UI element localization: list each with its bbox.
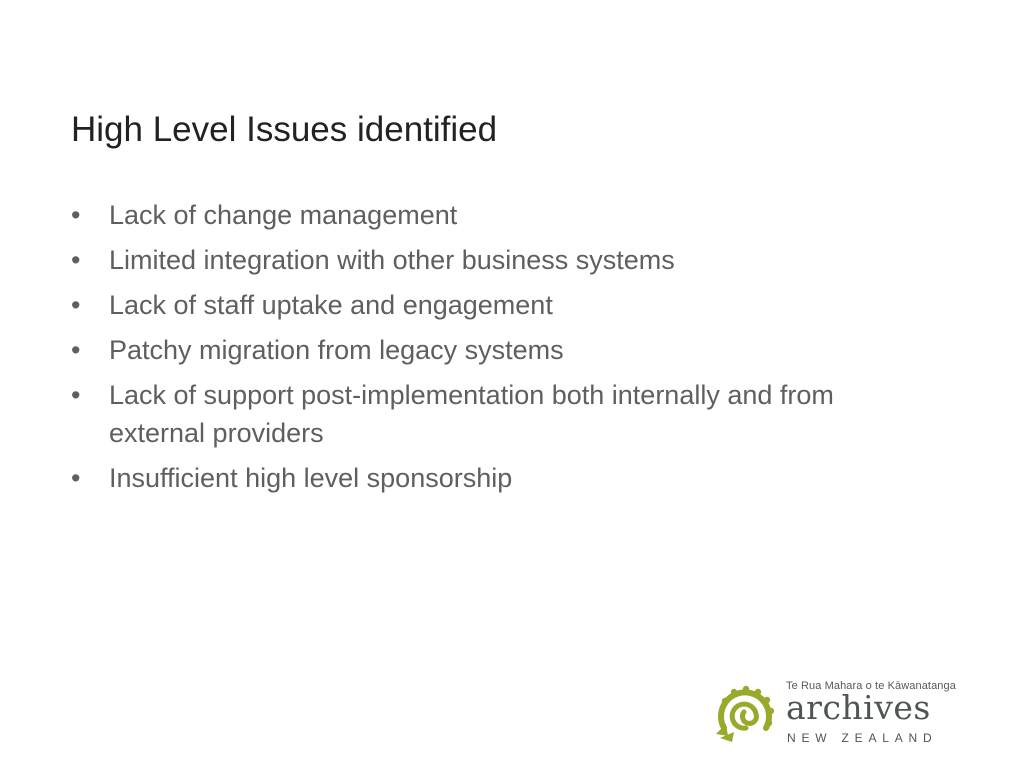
bullet-item <box>71 376 911 452</box>
bullet-item <box>71 196 911 234</box>
bullet-item <box>71 286 911 324</box>
bullet-marker: • <box>71 380 81 410</box>
bullet-item <box>71 241 911 279</box>
bullet-text: Limited integration with other business systems <box>109 245 675 275</box>
slide-title: High Level Issues identified <box>71 110 498 149</box>
logo-wordmark: archives <box>786 688 931 727</box>
bullet-marker: • <box>71 290 81 320</box>
bullet-text: Lack of support post-implementation both internally and from external providers <box>109 380 834 448</box>
archives-nz-logo <box>714 678 954 750</box>
bullet-marker: • <box>71 463 81 493</box>
bullet-item <box>71 459 911 497</box>
bullet-text: Lack of staff uptake and engagement <box>109 290 553 320</box>
spiral-gear-icon <box>714 684 778 744</box>
logo-tagline: Te Rua Mahara o te Kāwanatanga <box>786 680 956 692</box>
bullet-item <box>71 331 911 369</box>
bullet-text: Patchy migration from legacy systems <box>109 335 564 365</box>
bullet-marker: • <box>71 335 81 365</box>
bullet-marker: • <box>71 200 81 230</box>
bullet-marker: • <box>71 245 81 275</box>
bullet-text: Insufficient high level sponsorship <box>109 463 513 493</box>
bullet-text: Lack of change management <box>109 200 458 230</box>
logo-subtitle: NEW ZEALAND <box>787 731 938 745</box>
bullet-list <box>71 196 911 504</box>
